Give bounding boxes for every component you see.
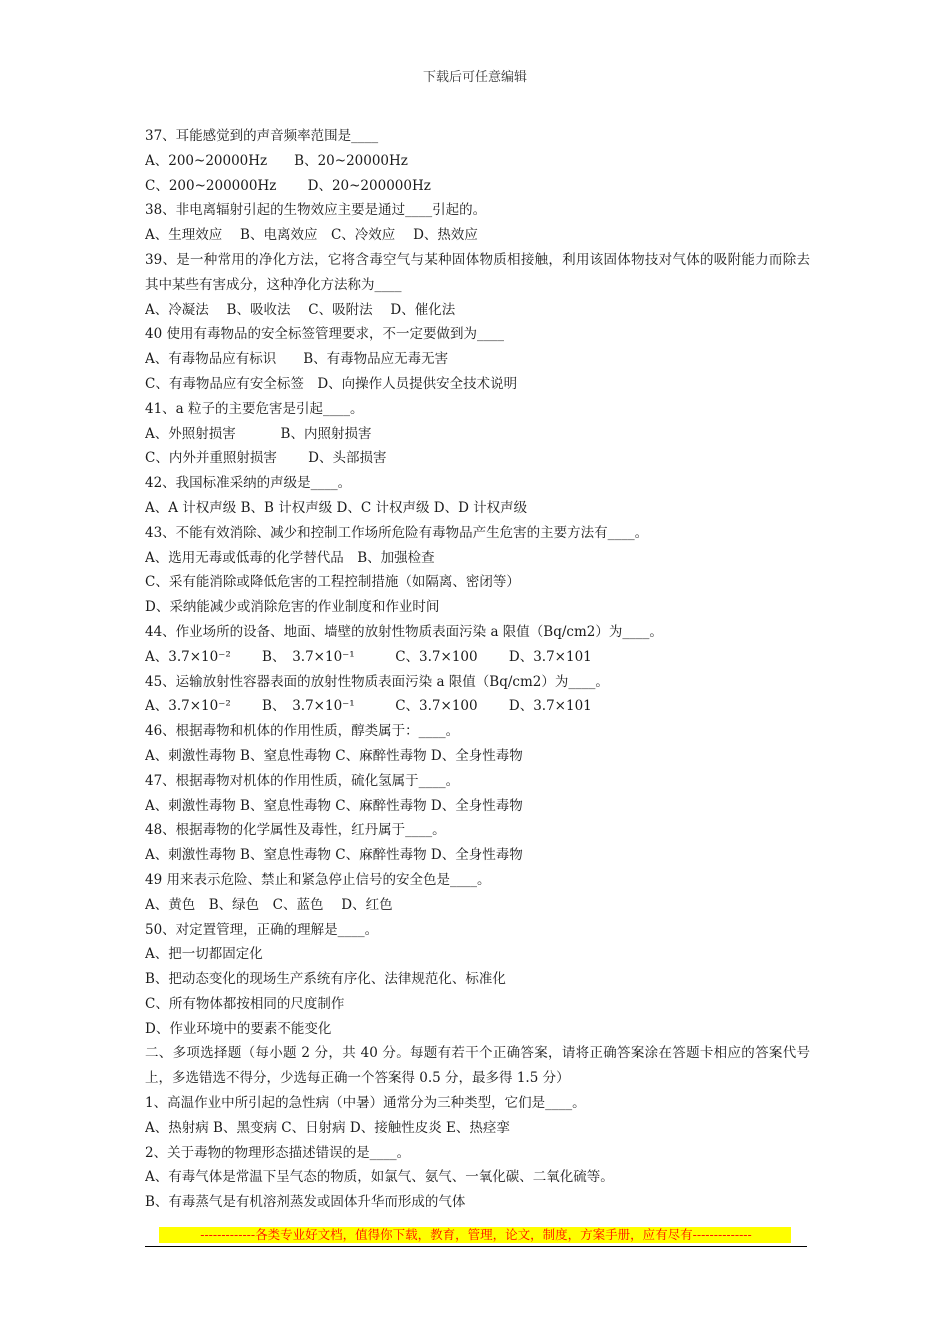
- options-38: A、生理效应 B、电离效应 C、冷效应 D、热效应: [145, 227, 478, 244]
- multi-question-1: 1、高温作业中所引起的急性病（中暑）通常分为三种类型，它们是____。: [145, 1095, 586, 1112]
- options-41-cd: C、内外并重照射损害 D、头部损害: [145, 450, 387, 467]
- options-45: A、3.7×10⁻² B、 3.7×10⁻¹ C、3.7×100 D、3.7×101: [145, 698, 592, 715]
- question-47: 47、根据毒物对机体的作用性质，硫化氢属于____。: [145, 772, 460, 789]
- question-42: 42、我国标准采纳的声级是____。: [145, 475, 352, 492]
- options-44: A、3.7×10⁻² B、 3.7×10⁻¹ C、3.7×100 D、3.7×101: [145, 648, 592, 665]
- question-44: 44、作业场所的设备、地面、墙壁的放射性物质表面污染 a 限值（Bq/cm2）为____。: [145, 623, 663, 640]
- question-48: 48、根据毒物的化学属性及毒性，红丹属于____。: [145, 822, 446, 839]
- option-50-d: D、作业环境中的要素不能变化: [145, 1020, 332, 1037]
- option-50-c: C、所有物体都按相同的尺度制作: [145, 995, 345, 1012]
- question-41: 41、a 粒子的主要危害是引起____。: [145, 400, 364, 417]
- options-43-c: C、采有能消除或降低危害的工程控制措施（如隔离、密闭等）: [145, 574, 520, 591]
- options-39: A、冷凝法 B、吸收法 C、吸附法 D、催化法: [145, 301, 456, 318]
- options-41-ab: A、外照射损害 B、内照射损害: [145, 425, 372, 442]
- page-footer: [145, 1226, 807, 1247]
- option-50-a: A、把一切都固定化: [145, 946, 263, 963]
- options-48: A、刺激性毒物 B、窒息性毒物 C、麻醉性毒物 D、全身性毒物: [145, 847, 523, 864]
- options-47: A、刺激性毒物 B、窒息性毒物 C、麻醉性毒物 D、全身性毒物: [145, 797, 523, 814]
- question-37: 37、耳能感觉到的声音频率范围是____: [145, 128, 379, 144]
- question-49: 49 用来表示危险、禁止和紧急停止信号的安全色是____。: [145, 871, 491, 888]
- question-43: 43、不能有效消除、减少和控制工作场所危险有毒物品产生危害的主要方法有____。: [145, 524, 649, 541]
- option-50-b: B、把动态变化的现场生产系统有序化、法律规范化、标准化: [145, 971, 506, 988]
- page-header: 下载后可任意编辑: [422, 70, 527, 85]
- section-2-heading: 二、多项选择题（每小题 2 分，共 40 分。每题有若干个正确答案，请将正确答案涂在答题卡相应的答案代号上，多选错选不得分，少选每正确一个答案得 0.5 分，最多得 1.5 分）: [145, 1045, 810, 1087]
- question-50: 50、对定置管理，正确的理解是____。: [145, 921, 379, 938]
- options-37-ab: A、200~20000Hz B、20~20000Hz: [145, 152, 408, 169]
- multi-question-2: 2、关于毒物的物理形态描述错误的是____。: [145, 1144, 411, 1161]
- options-43-d: D、采纳能减少或消除危害的作业制度和作业时间: [145, 599, 440, 616]
- options-46: A、刺激性毒物 B、窒息性毒物 C、麻醉性毒物 D、全身性毒物: [145, 747, 523, 764]
- options-40-ab: A、有毒物品应有标识 B、有毒物品应无毒无害: [145, 351, 449, 368]
- question-39: 39、是一种常用的净化方法，它将含毒空气与某种固体物质相接触，利用该固体物技对气体的吸附能力而除去其中某些有害成分，这种净化方法称为____: [145, 251, 810, 293]
- multi-options-1: A、热射病 B、黑变病 C、日射病 D、接触性皮炎 E、热痉挛: [145, 1119, 510, 1136]
- options-40-cd: C、有毒物品应有安全标签 D、向操作人员提供安全技术说明: [145, 375, 518, 392]
- options-37-cd: C、200~200000Hz D、20~200000Hz: [145, 177, 431, 194]
- question-40: 40 使用有毒物品的安全标签管理要求，不一定要做到为____: [145, 326, 504, 343]
- question-38: 38、非电离辐射引起的生物效应主要是通过____引起的。: [145, 202, 487, 219]
- question-46: 46、根据毒物和机体的作用性质，醇类属于：____。: [145, 723, 460, 740]
- multi-option-2-b: B、有毒蒸气是有机溶剂蒸发或固体升华而形成的气体: [145, 1194, 466, 1211]
- footer-text: -------------各类专业好文档，值得你下载，教育，管理，论文，制度，方案手册，应有尽有--------------: [200, 1227, 752, 1242]
- multi-option-2-a: A、有毒气体是常温下呈气态的物质，如氯气、氨气、一氧化碳、二氧化硫等。: [145, 1169, 614, 1186]
- options-42: A、A 计权声级 B、B 计权声级 D、C 计权声级 D、D 计权声级: [145, 499, 528, 516]
- options-49: A、黄色 B、绿色 C、蓝色 D、红色: [145, 896, 393, 913]
- options-43-ab: A、选用无毒或低毒的化学替代品 B、加强检查: [145, 549, 435, 566]
- document-body: [145, 124, 810, 1215]
- question-45: 45、运输放射性容器表面的放射性物质表面污染 a 限值（Bq/cm2）为____。: [145, 673, 609, 690]
